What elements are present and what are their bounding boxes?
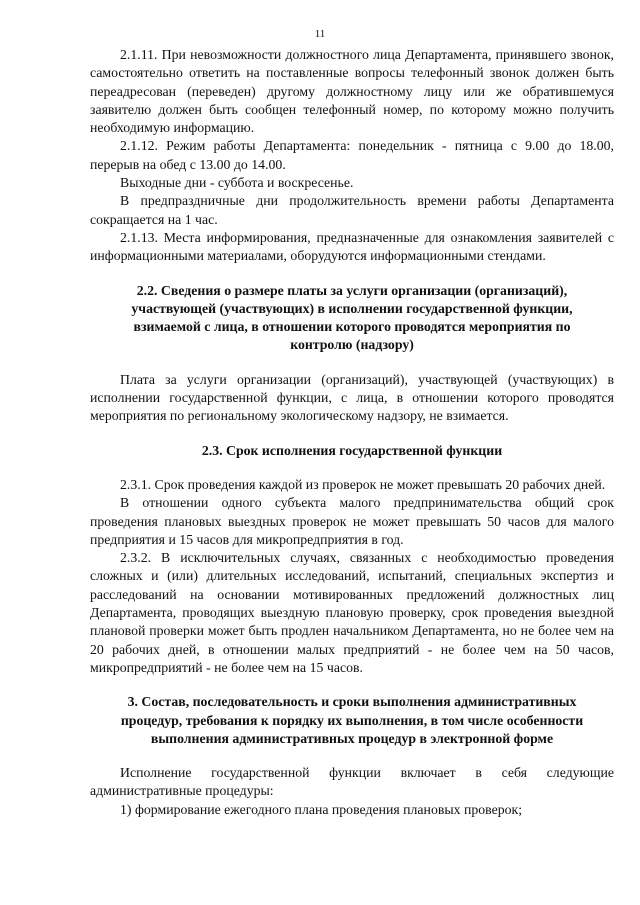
paragraph-2-3-2: 2.3.2. В исключительных случаях, связанных с необходимостью проведения сложных и (или) длительных исследований, испытаний, специальных экспертиз и расследований на основании мотивированных предложений должностных лиц Департамента, проводящих выездную плановую проверку, срок проведения выездной плановой проверки может быть продлен начальником Департамента, но не более чем на 20 рабочих дней, в отношении малых предприятий - не более чем на 50 часов, микропредприятий - не более чем на 15 часов.	[90, 550, 614, 675]
heading-2-2: 2.2. Сведения о размере платы за услуги организации (организаций), участвующей (участвующих) в исполнении государственной функции, взимаемой с лица, в отношении которого проводятся мероприятия по контролю (надзору)	[131, 282, 573, 353]
paragraph-2-1-12: 2.1.12. Режим работы Департамента: понедельник - пятница с 9.00 до 18.00, перерыв на обед с 13.00 до 14.00.	[90, 138, 614, 172]
paragraph-3: Исполнение государственной функции включает в себя следующие административные процедуры:	[90, 765, 614, 799]
paragraph-2-3-1: 2.3.1. Срок проведения каждой из проверок не может превышать 20 рабочих дней.	[120, 476, 606, 492]
list-item-1: 1) формирование ежегодного плана проведения плановых проверок;	[120, 801, 523, 817]
heading-2-3: 2.3. Срок исполнения государственной функции	[201, 442, 503, 458]
paragraph-2-1-11: 2.1.11. При невозможности должностного лица Департамента, принявшего звонок, самостоятельно ответить на поставленные вопросы телефонный звонок должен быть переадресован (переведен) другому должностному лицу или же обратившемуся заявителю должен быть сообщен телефонный номер, по которому можно получить необходимую информацию.	[90, 47, 614, 136]
paragraph-2-1-13: 2.1.13. Места информирования, предназначенные для ознакомления заявителей с информационными материалами, оборудуются информационными стендами.	[90, 229, 614, 264]
paragraph-holiday: В предпраздничные дни продолжительность времени работы Департамента сокращается на 1 час.	[90, 193, 614, 227]
page-number: 11	[314, 28, 326, 40]
heading-3: 3. Состав, последовательность и сроки выполнения административных процедур, требования к порядку их выполнения, в том числе особенности выполнения административных процедур в электронной форме	[120, 694, 584, 746]
document-body	[90, 46, 614, 819]
paragraph-2-2: Плата за услуги организации (организаций), участвующей (участвующих) в исполнении государственной функции, с лица, в отношении которого проводятся мероприятия по региональному экологическому надзору, не взимается.	[90, 371, 614, 424]
paragraph-weekend: Выходные дни - суббота и воскресенье.	[120, 175, 354, 191]
paragraph-2-3-1-b: В отношении одного субъекта малого предпринимательства общий срок проведения плановых выездных проверок не может превышать 50 часов для малого предприятия и 15 часов для микропредприятия в год.	[90, 495, 614, 547]
